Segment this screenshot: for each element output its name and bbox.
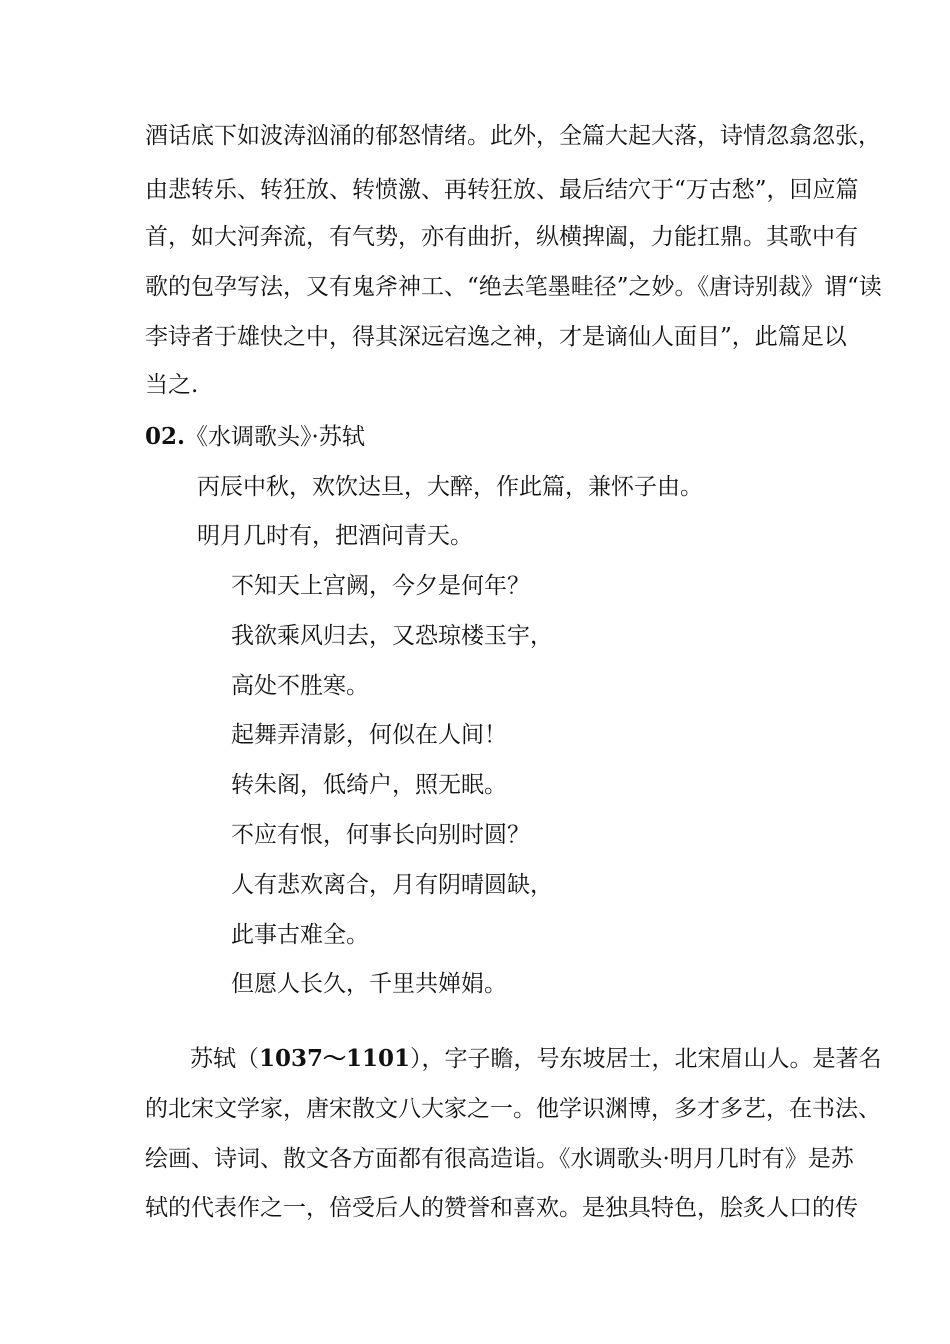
- intro-paragraph-line: 由悲转乐、转狂放、转愤激、再转狂放、最后结穴于“万古愁”，回应篇: [145, 177, 859, 203]
- poem-line: 不知天上宫阙，今夕是何年？: [231, 573, 530, 599]
- bio-text: ），字子瞻，号东坡居士，北宋眉山人。是著名: [410, 1046, 882, 1072]
- bio-years: 1037～1101: [259, 1045, 411, 1072]
- bio-paragraph-line: [190, 1044, 882, 1074]
- intro-paragraph-line: 酒话底下如波涛汹涌的郁怒情绪。此外，全篇大起大落，诗情忽翕忽张，: [145, 123, 881, 149]
- poem-line: 人有悲欢离合，月有阴晴圆缺，: [231, 872, 553, 898]
- bio-paragraph-line: 的北宋文学家，唐宋散文八大家之一。他学识渊博，多才多艺，在书法、: [145, 1096, 881, 1122]
- poem-line: 此事古难全。: [231, 922, 369, 948]
- poem-line: 不应有恨，何事长向别时圆？: [231, 822, 530, 848]
- bio-text: 苏轼（: [190, 1046, 259, 1072]
- poem-line: 我欲乘风归去，又恐琼楼玉宇，: [231, 623, 553, 649]
- section-number: 02.: [145, 423, 186, 450]
- poem-line: 转朱阁，低绮户，照无眠。: [231, 772, 507, 798]
- poem-preface: 丙辰中秋，欢饮达旦，大醉，作此篇，兼怀子由。: [197, 474, 703, 500]
- poem-first-line: 明月几时有，把酒问青天。: [197, 523, 473, 549]
- bio-paragraph-line: 绘画、诗词、散文各方面都有很高造诣。《水调歌头·明月几时有》是苏: [145, 1146, 854, 1172]
- poem-line: 起舞弄清影，何似在人间！: [231, 722, 507, 748]
- bio-paragraph-line: 轼的代表作之一，倍受后人的赞誉和喜欢。是独具特色，脍炙人口的传: [145, 1195, 858, 1221]
- section-title: 《水调歌头》·苏轼: [185, 424, 365, 450]
- intro-paragraph-line: 首，如大河奔流，有气势，亦有曲折，纵横捭阖，力能扛鼎。其歌中有: [145, 224, 858, 250]
- section-heading: [145, 422, 365, 452]
- intro-paragraph-line: 歌的包孕写法，又有鬼斧神工、“绝去笔墨畦径”之妙。《唐诗别裁》谓“读: [145, 274, 882, 300]
- intro-paragraph-line: 当之.: [145, 372, 199, 398]
- poem-line: 但愿人长久，千里共婵娟。: [231, 971, 507, 997]
- poem-line: 高处不胜寒。: [231, 673, 369, 699]
- intro-paragraph-line: 李诗者于雄快之中，得其深远宕逸之神，才是谪仙人面目”，此篇足以: [145, 324, 847, 350]
